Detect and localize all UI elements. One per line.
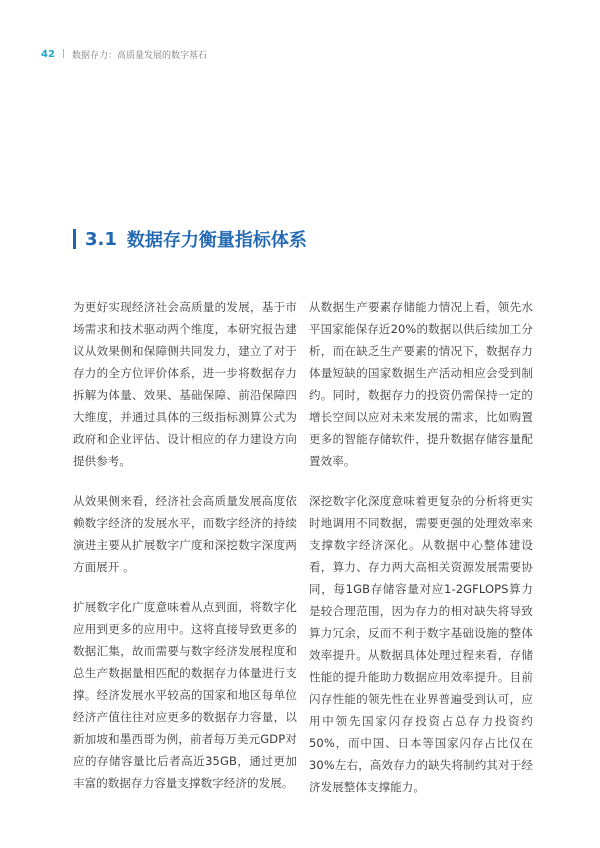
left-column	[73, 296, 297, 812]
paragraph: 扩展数字化广度意味着从点到面，将数字化应用到更多的应用中。这将直接导致更多的数据汇集，故而需要与数字经济发展程度和总生产数据量相匹配的数据存力体量进行支撑。经济发展水平较高的国家和地区每单位经济产值往往对应更多的数据存力容量，以新加坡和墨西哥为例，前者每万美元GDP对应的存储容量比后者高近35GB，通过更加丰富的数据存力容量支撑数字经济的发展。	[73, 600, 297, 790]
paragraph: 深挖数字化深度意味着更复杂的分析将更实时地调用不同数据，需要更强的处理效率来支撑数字经济深化。从数据中心整体建设看，算力、存力两大高相关资源发展需要协同，每1GB存储容量对应1-2GFLOPS算力是较合理范围，因为存力的相对缺失将导致算力冗余，反而不利于数字基础设施的整体效率提升。从数据具体处理过程来看，存储性能的提升能助力数据应用效率提升。目前闪存性能的领先性在业界普遍受到认可，应用中领先国家闪存投资占总存力投资约50%，而中国、日本等国家闪存占比仅在30%左右，高效存力的缺失将制约其对于经济发展整体支撑能力。	[309, 494, 533, 794]
page-number: 42	[41, 48, 55, 60]
paragraph: 为更好实现经济社会高质量的发展，基于市场需求和技术驱动两个维度，本研究报告建议从效果侧和保障侧共同发力，建立了对于存力的全方位评价体系，进一步将数据存力拆解为体量、效果、基础保障、前沿保障四大维度，并通过具体的三级指标测算公式为政府和企业评估、设计相应的存力建设方向提供参考。	[73, 300, 297, 468]
header-separator: |	[61, 49, 65, 59]
running-header	[41, 47, 207, 61]
heading-accent-bar	[73, 229, 76, 249]
paragraph: 从数据生产要素存储能力情况上看，领先水平国家能保存近20%的数据以供后续加工分析，而在缺乏生产要素的情况下，数据存力体量短缺的国家数据生产活动相应会受到制约。同时，数据存力的投资仍需保持一定的增长空间以应对未来发展的需求，比如购置更多的智能存储软件，提升数据存储容量配置效率。	[309, 300, 533, 468]
section-number: 3.1	[85, 228, 117, 250]
running-title: 数据存力：高质量发展的数字基石	[71, 50, 207, 61]
paragraph: 从效果侧来看，经济社会高质量发展高度依赖数字经济的发展水平，而数字经济的持续演进主要从扩展数字广度和深挖数字深度两方面展开 。	[73, 494, 297, 574]
section-heading	[73, 226, 307, 252]
right-column	[309, 296, 533, 816]
section-title: 数据存力衡量指标体系	[126, 230, 307, 251]
